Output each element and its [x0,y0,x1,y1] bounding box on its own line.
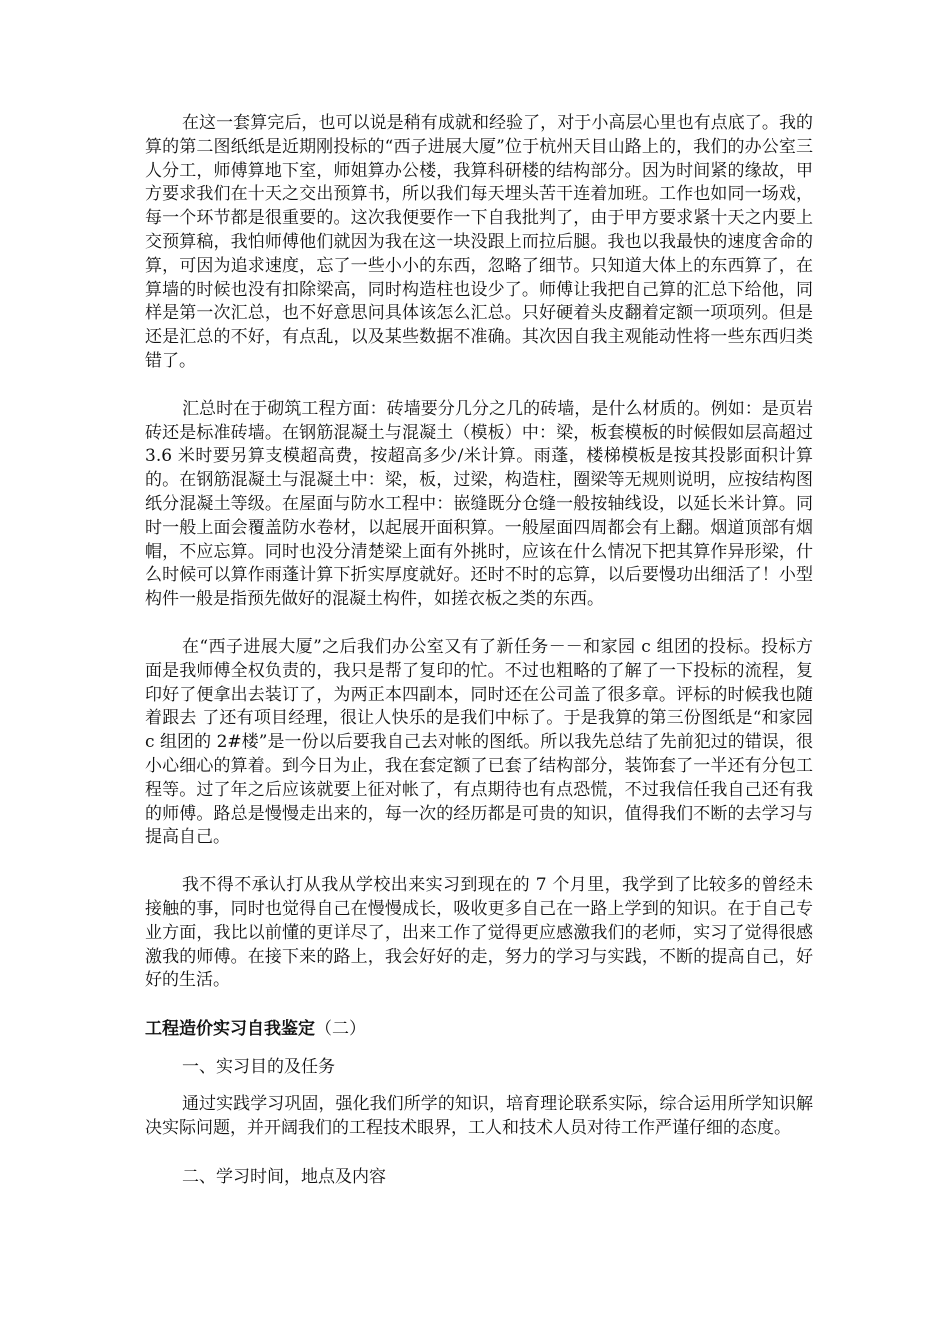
subheading-time-place: 二、学习时间，地点及内容 [182,1166,386,1187]
paragraph-conclusion: 我不得不承认打从我从学校出来实习到现在的 7 个月里，我学到了比较多的曾经未接触的事，同时也觉得自己在慢慢成长，吸收更多自己在一路上学到的知识。在于自己专业方面，我比以前懂的更详尽了，出来工作了觉得更应感激我们的老师，实习了觉得很感激我的师傅。在接下来的路上，我会好好的走，努力的学习与实践，不断的提高自己，好好的生活。 [145,875,813,991]
paragraph-purpose: 通过实践学习巩固，强化我们所学的知识，培育理论联系实际，综合运用所学知识解决实际问题，并开阔我们的工程技术眼界，工人和技术人员对待工作严谨仔细的态度。 [145,1094,813,1138]
paragraph-summary-notes: 汇总时在于砌筑工程方面：砖墙要分几分之几的砖墙，是什么材质的。例如：是页岩砖还是标准砖墙。在钢筋混凝土与混凝土（模板）中：梁，板套模板的时候假如层高超过 3.6 米时要另算支模超高费，按超高多少/米计算。雨蓬，楼梯模板是按其投影面积计算的。在钢筋混凝土与混凝土中：梁，板，过梁，构造柱，圈梁等无规则说明，应按结构图纸分混凝土等级。在屋面与防水工程中：嵌缝既分仓缝一般按轴线设，以延长米计算。同时一般上面会覆盖防水卷材，以起展开面积算。一般屋面四周都会有上翻。烟道顶部有烟帽，不应忘算。同时也没分清楚梁上面有外挑时，应该在什么情况下把其算作异形梁，什么时候可以算作雨蓬计算下折实厚度就好。还时不时的忘算，以后要慢功出细活了！小型构件一般是指预先做好的混凝土构件，如搓衣板之类的东西。 [145,398,813,610]
section-title [145,1017,813,1041]
section-title-suffix: （二） [315,1019,366,1040]
paragraph-second-drawing: 在这一套算完后，也可以说是稍有成就和经验了，对于小高层心里也有点底了。我的算的第二图纸纸是近期刚投标的“西子进展大厦”位于杭州天目山路上的，我们的办公室三人分工，师傅算地下室，师姐算办公楼，我算科研楼的结构部分。因为时间紧的缘故，甲方要求我们在十天之交出预算书，所以我们每天埋头苦干连着加班。工作也如同一场戏，每一个环节都是很重要的。这次我便要作一下自我批判了，由于甲方要求紧十天之内要上交预算稿，我怕师傅他们就因为我在这一块没跟上而拉后腿。我也以我最快的速度舍命的算，可因为追求速度，忘了一些小小的东西，忽略了细节。只知道大体上的东西算了，在算墙的时候也没有扣除梁高，同时构造柱也设少了。师傅让我把自己算的汇总下给他，同样是第一次汇总，也不好意思问具体该怎么汇总。只好硬着头皮翻着定额一项项列。但是还是汇总的不好，有点乱，以及某些数据不准确。其次因自我主观能动性将一些东西归类错了。 [145,113,813,371]
paragraph-bidding: 在“西子进展大厦”之后我们办公室又有了新任务－－和家园 c 组团的投标。投标方面是我师傅全权负责的，我只是帮了复印的忙。不过也粗略的了解了一下投标的流程，复印好了便拿出去装订了，为两正本四副本，同时还在公司盖了很多章。评标的时候我也随着跟去 了还有项目经理，很让人快乐的是我们中标了。于是我算的第三份图纸是“和家园 c 组团的 2#楼”是一份以后要我自己去对帐的图纸。所以我先总结了先前犯过的错误，很小心细心的算着。到今日为止，我在套定额了已套了结构部分，装饰套了一半还有分包工程等。过了年之后应该就要上征对帐了，有点期待也有点恐慌，不过我信任我自己还有我的师傅。路总是慢慢走出来的，每一次的经历都是可贵的知识，值得我们不断的去学习与提高自己。 [145,636,813,848]
subheading-purpose: 一、实习目的及任务 [182,1057,335,1078]
section-title-main: 工程造价实习自我鉴定 [145,1019,315,1040]
document-page [145,112,813,1189]
